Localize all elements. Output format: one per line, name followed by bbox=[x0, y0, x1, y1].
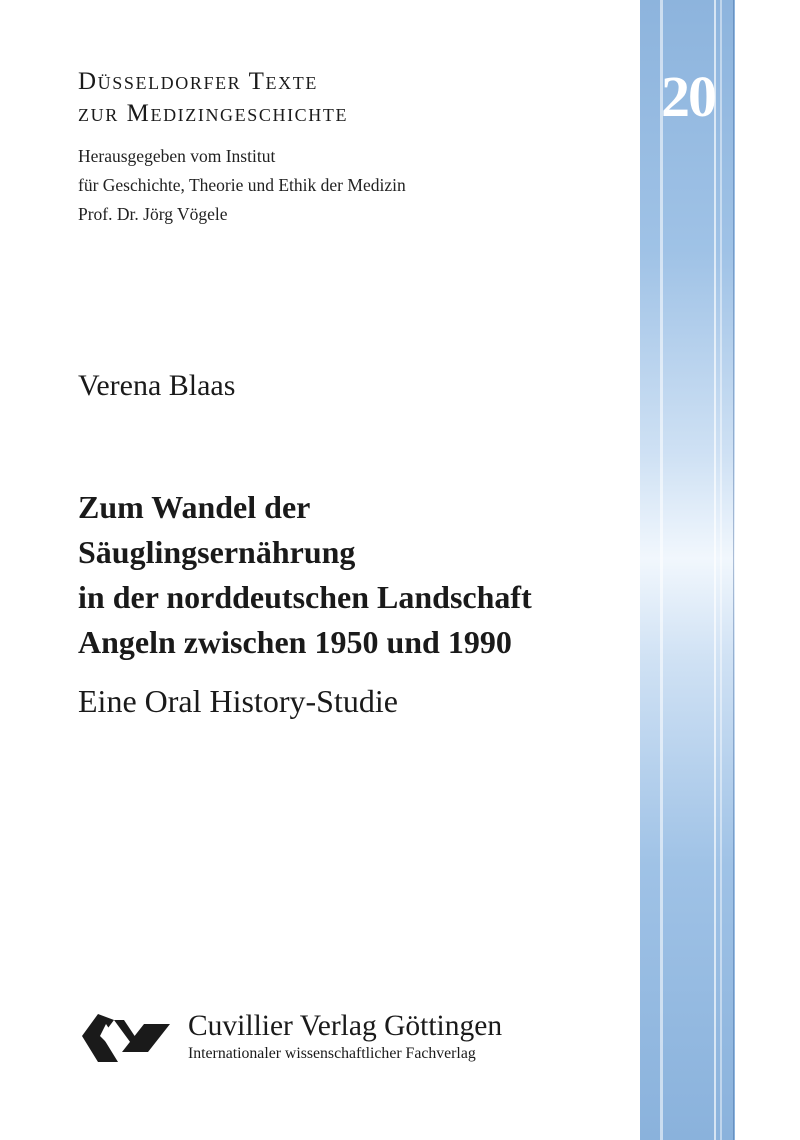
spine-stripe bbox=[733, 0, 734, 1140]
spine-stripe bbox=[660, 0, 663, 1140]
series-header bbox=[78, 66, 406, 229]
series-editor-line: Herausgegeben vom Institut bbox=[78, 146, 276, 166]
series-volume-number: 20 bbox=[661, 64, 715, 129]
spine-stripe bbox=[714, 0, 716, 1140]
author-name: Verena Blaas bbox=[78, 369, 236, 402]
publisher-name: Cuvillier Verlag Göttingen bbox=[188, 1010, 503, 1042]
series-title-line: zur Medizingeschichte bbox=[78, 100, 349, 127]
publisher-tagline: Internationaler wissenschaftlicher Fachverlag bbox=[188, 1045, 476, 1062]
publisher-logo-icon bbox=[78, 1010, 174, 1066]
book-title-line: Angeln zwischen 1950 und 1990 bbox=[78, 624, 512, 660]
series-title-line: Düsseldorfer Texte bbox=[78, 68, 318, 95]
spine-stripe bbox=[720, 0, 722, 1140]
book-title bbox=[78, 485, 532, 665]
series-editor-line: für Geschichte, Theorie und Ethik der Medizin bbox=[78, 175, 406, 195]
book-title-line: Säuglingsernährung bbox=[78, 534, 356, 570]
book-title-line: in der norddeutschen Landschaft bbox=[78, 579, 532, 615]
series-editor-line: Prof. Dr. Jörg Vögele bbox=[78, 204, 228, 224]
book-title-line: Zum Wandel der bbox=[78, 489, 311, 525]
book-subtitle: Eine Oral History-Studie bbox=[78, 683, 398, 719]
